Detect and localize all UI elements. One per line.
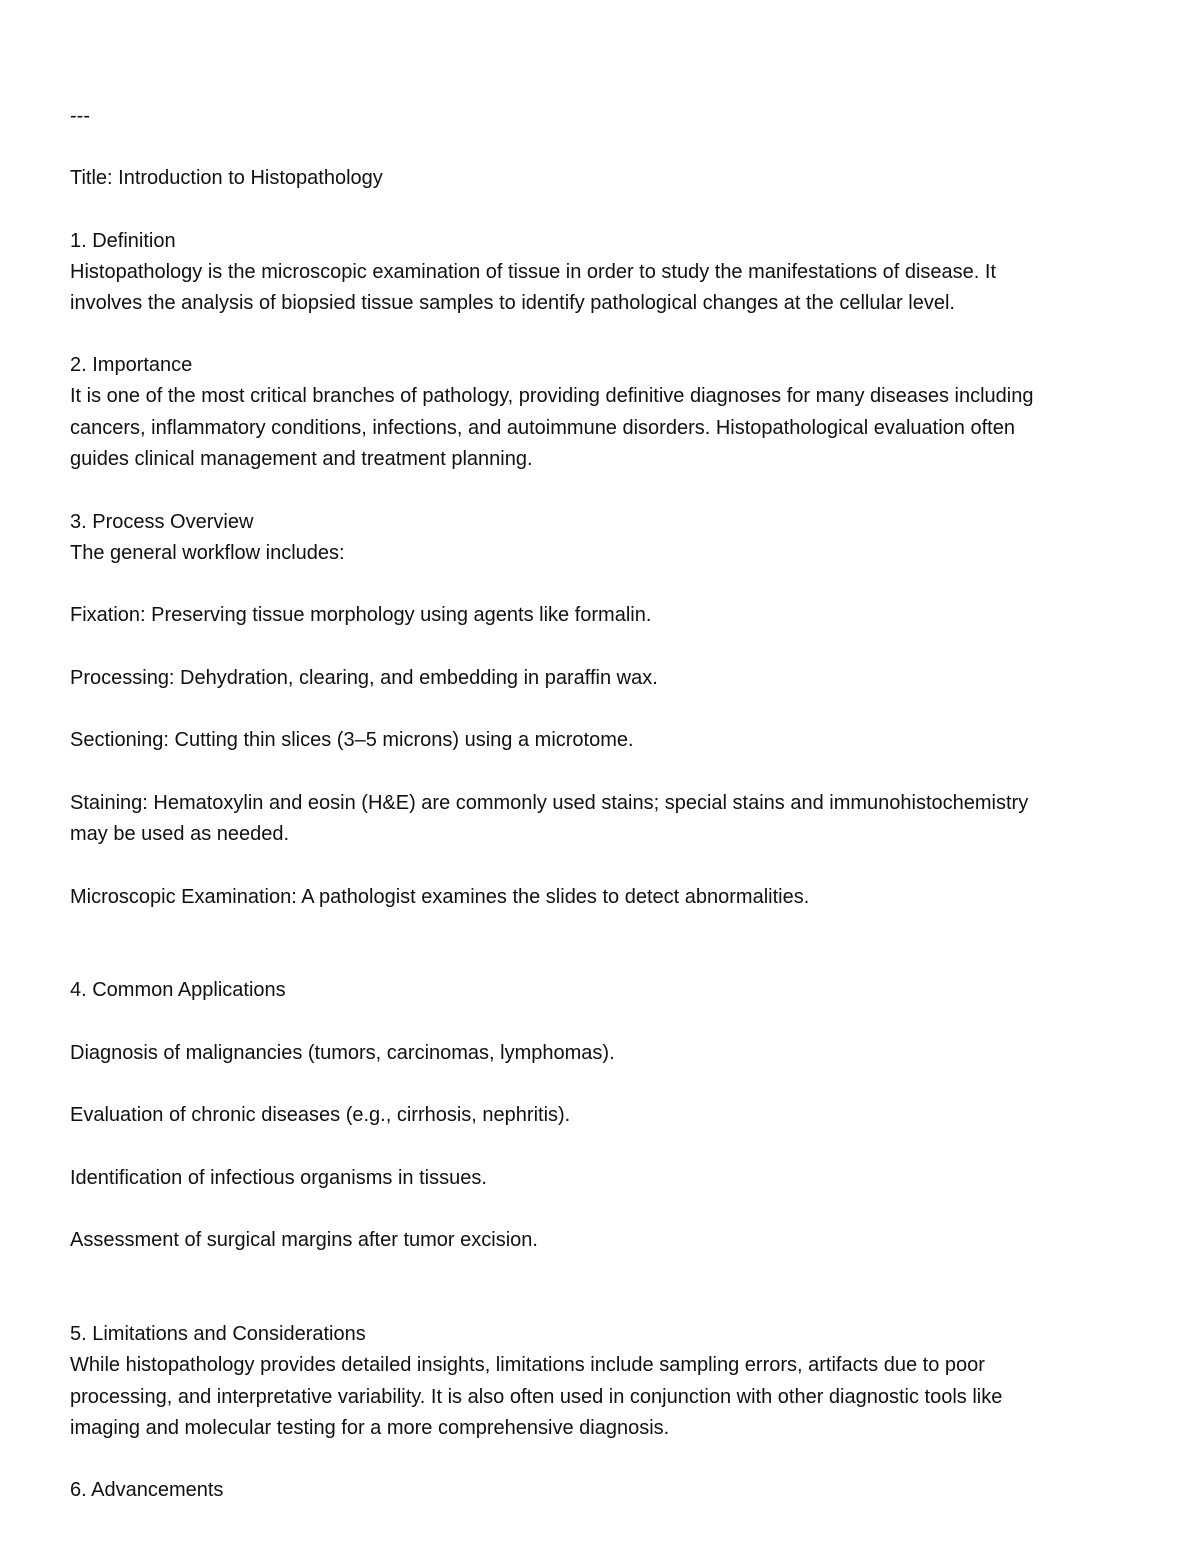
definition-line-1: Histopathology is the microscopic examination of tissue in order to study the manifestations of disease. It [70,261,997,283]
importance-line-2: cancers, inflammatory conditions, infections, and autoimmune disorders. Histopathological evaluation often [70,417,1015,439]
limitations-line-3: imaging and molecular testing for a more comprehensive diagnosis. [70,1417,670,1439]
application-item: Assessment of surgical margins after tumor excision. [70,1229,538,1251]
process-step-processing: Processing: Dehydration, clearing, and embedding in paraffin wax. [70,667,658,689]
importance-line-3: guides clinical management and treatment planning. [70,448,533,470]
application-item: Identification of infectious organisms in tissues. [70,1167,487,1189]
separator: --- [70,105,90,127]
process-step-staining: Staining: Hematoxylin and eosin (H&E) are commonly used stains; special stains and immunohistochemistry [70,792,1029,814]
section-heading-limitations: 5. Limitations and Considerations [70,1323,366,1345]
application-item: Diagnosis of malignancies (tumors, carcinomas, lymphomas). [70,1042,615,1064]
section-heading-common-applications: 4. Common Applications [70,979,286,1001]
section-heading-definition: 1. Definition [70,230,176,252]
definition-line-2: involves the analysis of biopsied tissue samples to identify pathological changes at the cellular level. [70,292,955,314]
importance-line-1: It is one of the most critical branches of pathology, providing definitive diagnoses for many diseases including [70,385,1034,407]
limitations-line-2: processing, and interpretative variability. It is also often used in conjunction with other diagnostic tools like [70,1386,1003,1408]
process-intro: The general workflow includes: [70,542,345,564]
process-step-sectioning: Sectioning: Cutting thin slices (3–5 microns) using a microtome. [70,729,634,751]
section-heading-process-overview: 3. Process Overview [70,511,254,533]
process-step-staining-cont: may be used as needed. [70,823,290,845]
process-step-fixation: Fixation: Preserving tissue morphology using agents like formalin. [70,604,652,626]
document-title: Title: Introduction to Histopathology [70,167,383,189]
section-heading-advancements: 6. Advancements [70,1479,224,1501]
section-heading-importance: 2. Importance [70,354,193,376]
process-step-microscopic-examination: Microscopic Examination: A pathologist examines the slides to detect abnormalities. [70,886,810,908]
limitations-line-1: While histopathology provides detailed insights, limitations include sampling errors, artifacts due to poor [70,1354,985,1376]
application-item: Evaluation of chronic diseases (e.g., cirrhosis, nephritis). [70,1104,571,1126]
